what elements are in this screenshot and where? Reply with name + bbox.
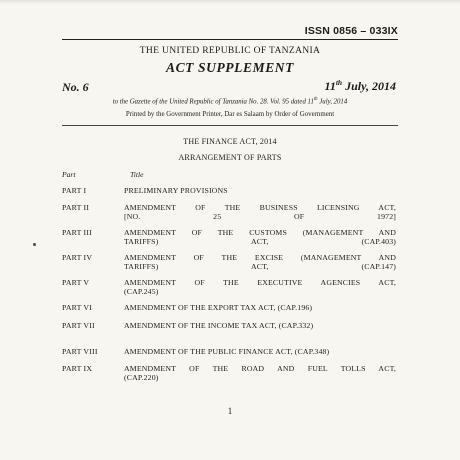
part-title — [124, 278, 396, 297]
part-title-line: AMENDMENT OF THE EXECUTIVE AGENCIES ACT, — [124, 278, 396, 287]
part-title-line: AMENDMENT OF THE PUBLIC FINANCE ACT, (CAP.348) — [124, 347, 330, 356]
header-rule-bottom — [62, 125, 398, 126]
page-number: 1 — [227, 406, 233, 416]
column-header-title: Title — [130, 170, 144, 179]
gazette-note — [0, 97, 460, 105]
part-title — [124, 186, 396, 195]
part-title-line: TARIFFS) ACT, (CAP.403) — [124, 237, 396, 247]
part-label: PART IX — [62, 364, 93, 373]
part-label: PART VI — [62, 303, 93, 312]
gazette-note-end: July, 2014 — [317, 98, 348, 106]
part-title-line: AMENDMENT OF THE ROAD AND FUEL TOLLS ACT, — [124, 364, 396, 373]
part-title-line: (CAP.220) — [124, 373, 159, 383]
date-suffix: th — [335, 78, 343, 87]
part-label: PART VII — [62, 321, 95, 330]
part-title — [124, 303, 396, 312]
part-title — [124, 228, 396, 247]
supplement-date — [325, 78, 397, 94]
part-title — [124, 203, 396, 222]
date-rest: July, 2014 — [342, 79, 396, 93]
act-title: THE FINANCE ACT, 2014 — [183, 137, 277, 146]
part-title-line: (CAP.245) — [124, 287, 159, 297]
part-title — [124, 253, 396, 272]
issn-number: ISSN 0856 – 033IX — [304, 25, 398, 37]
part-title — [124, 364, 396, 383]
part-label: PART IV — [62, 253, 93, 262]
part-title-line: AMENDMENT OF THE BUSINESS LICENSING ACT, — [124, 203, 396, 212]
part-label: PART V — [62, 278, 90, 287]
supplement-title: ACT SUPPLEMENT — [165, 60, 295, 75]
part-title-line: AMENDMENT OF THE CUSTOMS (MANAGEMENT AND — [124, 228, 396, 237]
part-title — [124, 347, 396, 356]
gazette-note-main: to the Gazette of the United Republic of Tanzania No. 28. Vol. 95 dated 11 — [112, 98, 314, 106]
gazette-note-suffix: th — [313, 97, 318, 102]
arrangement-title: ARRANGEMENT OF PARTS — [178, 153, 282, 162]
column-header-part: Part — [62, 170, 76, 179]
scan-speck — [33, 243, 36, 246]
part-title-line: AMENDMENT OF THE EXPORT TAX ACT, (CAP.196) — [124, 303, 313, 312]
part-title-line: TARIFFS) ACT, (CAP.147) — [124, 262, 396, 272]
supplement-number: No. 6 — [62, 80, 89, 94]
part-title-line: PRELIMINARY PROVISIONS — [124, 186, 228, 195]
part-title — [124, 321, 396, 330]
part-label: PART III — [62, 228, 92, 237]
scan-edge-shadow — [0, 0, 460, 4]
date-day: 11 — [324, 79, 336, 93]
header-rule-top — [62, 39, 398, 40]
republic-heading: THE UNITED REPUBLIC OF TANZANIA — [139, 45, 321, 56]
part-title-line: [NO. 25 OF 1972] — [124, 212, 396, 222]
part-label: PART I — [62, 186, 87, 195]
printer-note: Printed by the Government Printer, Dar es Salaam by Order of Government — [125, 111, 335, 118]
part-label: PART VIII — [62, 347, 98, 356]
part-title-line: AMENDMENT OF THE EXCISE (MANAGEMENT AND — [124, 253, 396, 262]
part-title-line: AMENDMENT OF THE INCOME TAX ACT, (CAP.332) — [124, 321, 314, 330]
part-label: PART II — [62, 203, 90, 212]
